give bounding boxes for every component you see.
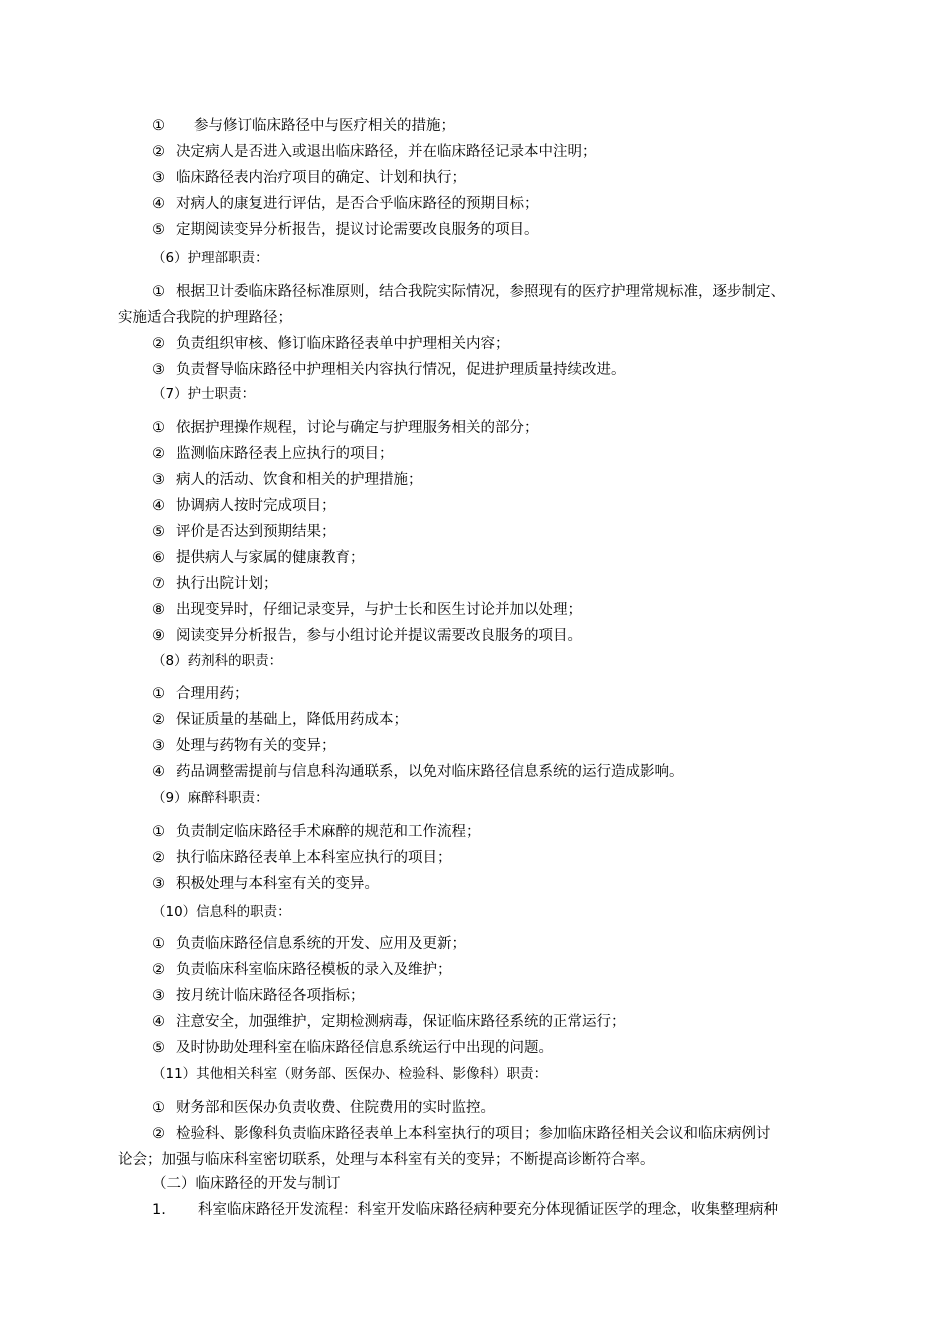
item-number: ③ <box>152 170 165 186</box>
item-number: ⑤ <box>152 1040 165 1056</box>
item-text: 负责督导临床路径中护理相关内容执行情况，促进护理质量持续改进。 <box>176 362 626 378</box>
item-number: ④ <box>152 764 165 780</box>
item-text: 参与修订临床路径中与医疗相关的措施； <box>194 118 455 134</box>
list-item <box>152 1200 778 1220</box>
item-text: 保证质量的基础上，降低用药成本； <box>176 712 408 728</box>
list-item <box>152 282 785 302</box>
item-number: ③ <box>152 988 165 1004</box>
list-item <box>152 1124 771 1144</box>
item-number: ④ <box>152 498 165 514</box>
item-number: ⑧ <box>152 602 165 618</box>
item-text: 及时协助处理科室在临床路径信息系统运行中出现的问题。 <box>176 1040 553 1056</box>
item-number: ② <box>152 144 165 160</box>
item-text: 合理用药； <box>176 686 249 702</box>
item-number: ① <box>152 936 165 952</box>
list-item <box>152 710 408 730</box>
list-item <box>152 1012 626 1032</box>
item-number: ① <box>152 118 165 134</box>
list-item <box>152 360 626 380</box>
list-item <box>152 116 455 136</box>
list-item <box>152 736 336 756</box>
section-heading: （6）护理部职责： <box>152 250 269 266</box>
list-item <box>152 444 394 464</box>
item-number: ② <box>152 850 165 866</box>
item-text: 协调病人按时完成项目； <box>176 498 336 514</box>
section-heading: （7）护士职责： <box>152 386 256 402</box>
item-text: 根据卫计委临床路径标准原则，结合我院实际情况，参照现有的医疗护理常规标准，逐步制定、 <box>176 284 785 300</box>
item-number: ① <box>152 420 165 436</box>
item-text: 药品调整需提前与信息科沟通联系，以免对临床路径信息系统的运行造成影响。 <box>176 764 684 780</box>
item-number: ④ <box>152 1014 165 1030</box>
item-number: ④ <box>152 196 165 212</box>
section-heading: （9）麻醉科职责： <box>152 790 269 806</box>
item-text: 决定病人是否进入或退出临床路径，并在临床路径记录本中注明； <box>176 144 597 160</box>
item-continuation: 论会；加强与临床科室密切联系，处理与本科室有关的变异；不断提高诊断符合率。 <box>118 1152 655 1168</box>
list-item <box>152 194 539 214</box>
item-text: 注意安全，加强维护，定期检测病毒，保证临床路径系统的正常运行； <box>176 1014 626 1030</box>
list-item <box>152 600 582 620</box>
item-number: ② <box>152 336 165 352</box>
item-text: 执行临床路径表单上本科室应执行的项目； <box>176 850 452 866</box>
list-item <box>152 522 336 542</box>
list-item <box>152 848 452 868</box>
item-number: ③ <box>152 472 165 488</box>
item-text: 按月统计临床路径各项指标； <box>176 988 365 1004</box>
item-number: ② <box>152 962 165 978</box>
item-number: ③ <box>152 362 165 378</box>
item-number: ① <box>152 824 165 840</box>
item-number: ② <box>152 1126 165 1142</box>
list-item <box>152 684 249 704</box>
list-item <box>152 934 466 954</box>
list-item <box>152 418 539 438</box>
item-number: ⑤ <box>152 222 165 238</box>
item-text: 积极处理与本科室有关的变异。 <box>176 876 379 892</box>
list-item <box>152 574 278 594</box>
item-number: ② <box>152 446 165 462</box>
item-text: 阅读变异分析报告，参与小组讨论并提议需要改良服务的项目。 <box>176 628 582 644</box>
list-item <box>152 496 336 516</box>
item-text: 科室临床路径开发流程：科室开发临床路径病种要充分体现循证医学的理念，收集整理病种 <box>198 1202 778 1218</box>
item-text: 监测临床路径表上应执行的项目； <box>176 446 394 462</box>
item-text: 出现变异时，仔细记录变异，与护士长和医生讨论并加以处理； <box>176 602 582 618</box>
item-number: ⑦ <box>152 576 165 592</box>
item-text: 定期阅读变异分析报告，提议讨论需要改良服务的项目。 <box>176 222 539 238</box>
item-text: 负责临床科室临床路径模板的录入及维护； <box>176 962 452 978</box>
item-number: 1. <box>152 1202 166 1218</box>
list-item <box>152 470 423 490</box>
section-heading: （8）药剂科的职责： <box>152 653 283 669</box>
list-item <box>152 1038 553 1058</box>
item-number: ③ <box>152 876 165 892</box>
item-text: 提供病人与家属的健康教育； <box>176 550 365 566</box>
list-item <box>152 960 452 980</box>
list-item <box>152 168 466 188</box>
list-item <box>152 334 510 354</box>
item-text: 负责组织审核、修订临床路径表单中护理相关内容； <box>176 336 510 352</box>
item-text: 临床路径表内治疗项目的确定、计划和执行； <box>176 170 466 186</box>
list-item <box>152 822 481 842</box>
item-text: 负责临床路径信息系统的开发、应用及更新； <box>176 936 466 952</box>
list-item <box>152 762 684 782</box>
item-number: ① <box>152 1100 165 1116</box>
section-heading: （二）临床路径的开发与制订 <box>152 1176 341 1192</box>
item-number: ⑨ <box>152 628 165 644</box>
section-heading: （10）信息科的职责： <box>152 904 291 920</box>
list-item <box>152 1098 495 1118</box>
item-text: 财务部和医保办负责收费、住院费用的实时监控。 <box>176 1100 495 1116</box>
item-text: 执行出院计划； <box>176 576 278 592</box>
item-text: 检验科、影像科负责临床路径表单上本科室执行的项目；参加临床路径相关会议和临床病例讨 <box>176 1126 771 1142</box>
list-item <box>152 548 365 568</box>
item-text: 对病人的康复进行评估，是否合乎临床路径的预期目标； <box>176 196 539 212</box>
item-continuation: 实施适合我院的护理路径； <box>118 310 292 326</box>
item-number: ② <box>152 712 165 728</box>
item-text: 依据护理操作规程，讨论与确定与护理服务相关的部分； <box>176 420 539 436</box>
list-item <box>152 874 379 894</box>
item-text: 评价是否达到预期结果； <box>176 524 336 540</box>
item-text: 病人的活动、饮食和相关的护理措施； <box>176 472 423 488</box>
section-heading: （11）其他相关科室（财务部、医保办、检验科、影像科）职责： <box>152 1066 548 1082</box>
item-text: 负责制定临床路径手术麻醉的规范和工作流程； <box>176 824 481 840</box>
list-item <box>152 142 597 162</box>
item-text: 处理与药物有关的变异； <box>176 738 336 754</box>
item-number: ① <box>152 686 165 702</box>
item-number: ③ <box>152 738 165 754</box>
item-number: ① <box>152 284 165 300</box>
list-item <box>152 986 365 1006</box>
item-number: ⑤ <box>152 524 165 540</box>
list-item <box>152 220 539 240</box>
item-number: ⑥ <box>152 550 165 566</box>
list-item <box>152 626 582 646</box>
